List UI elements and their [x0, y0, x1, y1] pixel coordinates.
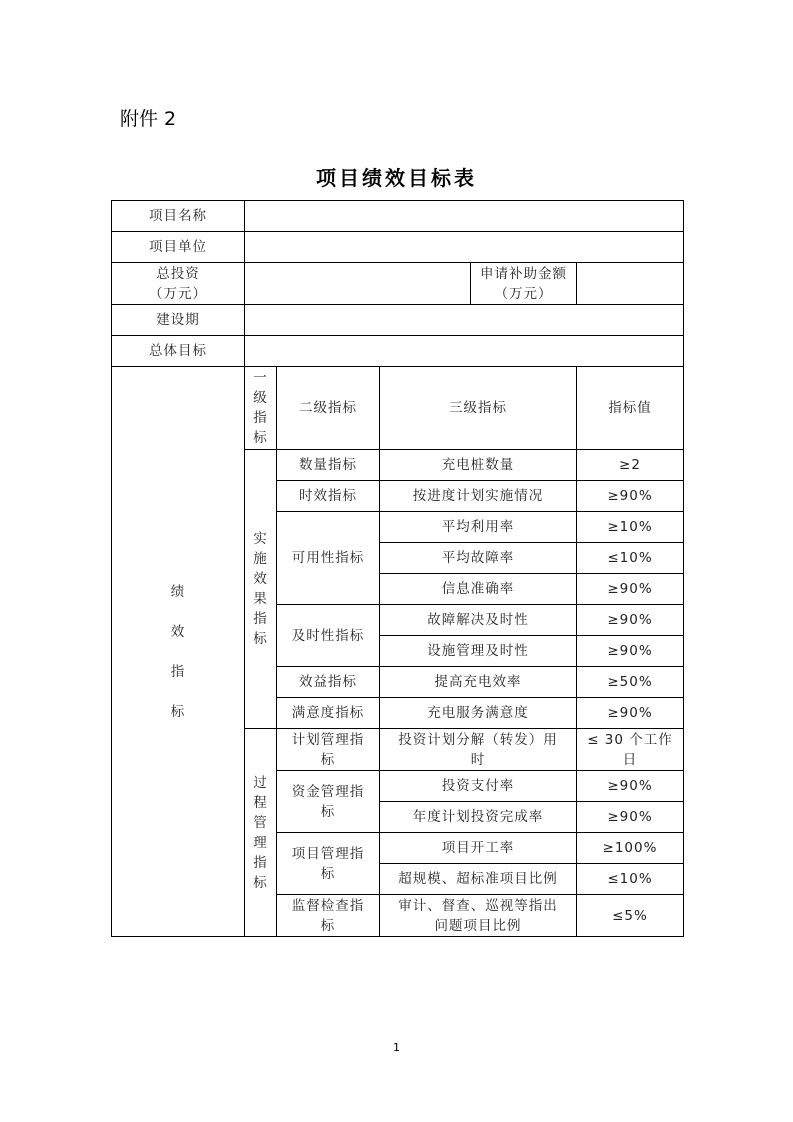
overall-goal-value: [245, 336, 684, 367]
value-cell: ≤5%: [577, 895, 684, 937]
construction-period-label: 建设期: [112, 305, 245, 336]
level3-cell: 平均利用率: [380, 512, 577, 543]
level3-cell: 充电服务满意度: [380, 698, 577, 729]
row-construction-period: [112, 305, 684, 336]
value-cell: ≥90%: [577, 574, 684, 605]
level3-cell: 设施管理及时性: [380, 636, 577, 667]
value-cell: ≥90%: [577, 802, 684, 833]
performance-target-table: [111, 200, 684, 937]
level3-cell: 提高充电效率: [380, 667, 577, 698]
row-project-name: [112, 201, 684, 232]
value-cell: ≥100%: [577, 833, 684, 864]
level2-quantity: 数量指标: [277, 450, 380, 481]
level3-cell: 故障解决及时性: [380, 605, 577, 636]
level2-availability: 可用性指标: [277, 512, 380, 605]
overall-goal-label: 总体目标: [112, 336, 245, 367]
level3-cell: 按进度计划实施情况: [380, 481, 577, 512]
row-overall-goal: [112, 336, 684, 367]
level2-promptness: 及时性指标: [277, 605, 380, 667]
level3-cell: 超规模、超标准项目比例: [380, 864, 577, 895]
header-level1: 一 级 指 标: [245, 367, 277, 450]
level2-fund-management: 资金管理指 标: [277, 771, 380, 833]
row-investment: [112, 263, 684, 305]
value-cell: ≤10%: [577, 543, 684, 574]
level3-cell: 信息准确率: [380, 574, 577, 605]
total-investment-label: 总投资 （万元）: [112, 263, 245, 305]
implementation-effect-label: 实 施 效 果 指 标: [245, 450, 277, 729]
value-cell: ≤ 30 个工作 日: [577, 729, 684, 771]
level2-timeliness: 时效指标: [277, 481, 380, 512]
header-level3: 三级指标: [380, 367, 577, 450]
level3-cell: 项目开工率: [380, 833, 577, 864]
header-value: 指标值: [577, 367, 684, 450]
value-cell: ≥2: [577, 450, 684, 481]
process-management-label: 过 程 管 理 指 标: [245, 729, 277, 937]
value-cell: ≥90%: [577, 698, 684, 729]
value-cell: ≥50%: [577, 667, 684, 698]
attachment-label: 附件 2: [120, 108, 177, 130]
row-project-unit: [112, 232, 684, 263]
project-name-label: 项目名称: [112, 201, 245, 232]
value-cell: ≥90%: [577, 605, 684, 636]
level3-cell: 充电桩数量: [380, 450, 577, 481]
subsidy-label: 申请补助金额 （万元）: [471, 263, 577, 305]
project-unit-value: [245, 232, 684, 263]
document-title: 项目绩效目标表: [316, 166, 477, 190]
page-number: 1: [393, 1041, 400, 1054]
level3-cell: 审计、督查、巡视等指出 问题项目比例: [380, 895, 577, 937]
project-name-value: [245, 201, 684, 232]
level2-project-management: 项目管理指 标: [277, 833, 380, 895]
level3-cell: 投资计划分解（转发）用 时: [380, 729, 577, 771]
level2-benefit: 效益指标: [277, 667, 380, 698]
project-unit-label: 项目单位: [112, 232, 245, 263]
value-cell: ≥90%: [577, 636, 684, 667]
level3-cell: 投资支付率: [380, 771, 577, 802]
value-cell: ≤10%: [577, 864, 684, 895]
level2-satisfaction: 满意度指标: [277, 698, 380, 729]
level3-cell: 年度计划投资完成率: [380, 802, 577, 833]
level2-supervision: 监督检查指 标: [277, 895, 380, 937]
construction-period-value: [245, 305, 684, 336]
value-cell: ≥90%: [577, 481, 684, 512]
indicator-header-row: [112, 367, 684, 450]
performance-indicators-label: 绩 效 指 标: [112, 367, 245, 937]
level2-plan-management: 计划管理指 标: [277, 729, 380, 771]
subsidy-value: [577, 263, 684, 305]
total-investment-value: [245, 263, 471, 305]
value-cell: ≥10%: [577, 512, 684, 543]
level3-cell: 平均故障率: [380, 543, 577, 574]
header-level2: 二级指标: [277, 367, 380, 450]
value-cell: ≥90%: [577, 771, 684, 802]
